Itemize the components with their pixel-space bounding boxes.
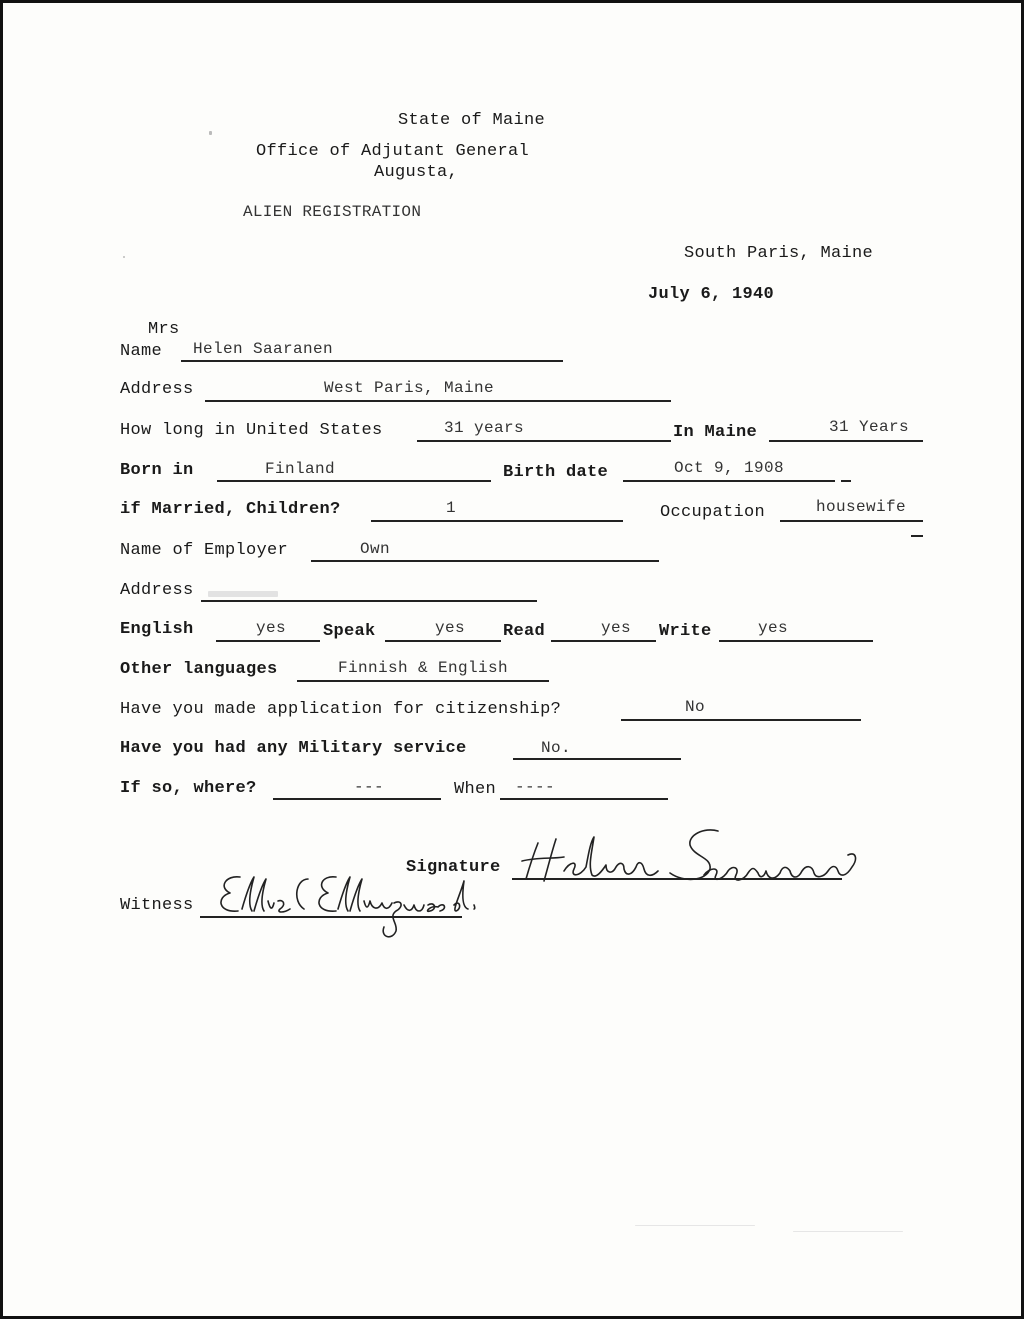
in-maine-line: [769, 440, 923, 442]
military-value: No.: [541, 739, 572, 757]
born-in-line: [217, 480, 491, 482]
read-value: yes: [601, 619, 632, 637]
children-line: [371, 520, 623, 522]
signature-handwriting: [508, 821, 863, 891]
place: South Paris, Maine: [684, 244, 874, 263]
english-label: English: [120, 620, 194, 639]
employer-address-label: Address: [120, 581, 194, 600]
birth-date-label: Birth date: [503, 463, 609, 482]
employer-value: Own: [360, 540, 391, 558]
occupation-line: [780, 520, 923, 522]
born-in-label: Born in: [120, 461, 194, 480]
military-label: Have you had any Military service: [120, 739, 467, 758]
date: July 6, 1940: [648, 285, 775, 304]
header-city: Augusta,: [374, 163, 459, 182]
in-maine-value: 31 Years: [829, 418, 910, 436]
english-line: [216, 640, 320, 642]
citizenship-label: Have you made application for citizenship?: [120, 700, 562, 719]
occupation-value: housewife: [816, 498, 907, 516]
write-line: [719, 640, 873, 642]
address-label: Address: [120, 380, 194, 399]
where-label: If so, where?: [120, 779, 257, 798]
employer-line: [311, 560, 659, 562]
write-value: yes: [758, 619, 789, 637]
address-value: West Paris, Maine: [324, 379, 495, 397]
where-value: ---: [354, 778, 385, 796]
erasure-smudge: [208, 591, 278, 597]
title-prefix: Mrs: [148, 320, 180, 339]
citizenship-value: No: [685, 698, 706, 716]
name-value: Helen Saaranen: [193, 340, 334, 358]
name-label: Name: [120, 342, 163, 361]
employer-label: Name of Employer: [120, 541, 289, 560]
other-languages-value: Finnish & English: [338, 659, 509, 677]
ink-speck: [209, 131, 212, 135]
other-languages-label: Other languages: [120, 660, 278, 679]
military-line: [513, 758, 681, 760]
when-value: ----: [515, 778, 556, 796]
ink-speck: [123, 256, 125, 258]
header-state: State of Maine: [398, 111, 546, 130]
occupation-line-tail: [911, 535, 923, 537]
other-languages-line: [297, 680, 549, 682]
birth-date-line-tail: [841, 480, 851, 482]
birth-date-line: [623, 480, 835, 482]
scan-mark: [793, 1231, 903, 1232]
address-line: [205, 400, 671, 402]
read-line: [551, 640, 656, 642]
read-label: Read: [503, 622, 546, 641]
how-long-label: How long in United States: [120, 421, 383, 440]
when-label: When: [454, 780, 497, 799]
speak-value: yes: [435, 619, 466, 637]
birth-date-value: Oct 9, 1908: [674, 459, 785, 477]
children-value: 1: [446, 499, 457, 517]
signature-label: Signature: [406, 858, 501, 877]
occupation-label: Occupation: [660, 503, 766, 522]
name-line: [181, 360, 563, 362]
employer-address-line: [201, 600, 537, 602]
when-line: [500, 798, 668, 800]
scan-mark: [635, 1225, 755, 1226]
form-title: ALIEN REGISTRATION: [243, 203, 422, 221]
speak-line: [385, 640, 501, 642]
english-value: yes: [256, 619, 287, 637]
witness-label: Witness: [120, 896, 194, 915]
witness-handwriting: [198, 865, 488, 945]
how-long-value: 31 years: [444, 419, 525, 437]
children-label: if Married, Children?: [120, 500, 341, 519]
in-maine-label: In Maine: [673, 423, 758, 442]
how-long-line: [417, 440, 671, 442]
speak-label: Speak: [323, 622, 376, 641]
where-line: [273, 798, 441, 800]
citizenship-line: [621, 719, 861, 721]
write-label: Write: [659, 622, 712, 641]
header-office: Office of Adjutant General: [256, 142, 530, 161]
born-in-value: Finland: [265, 460, 336, 478]
